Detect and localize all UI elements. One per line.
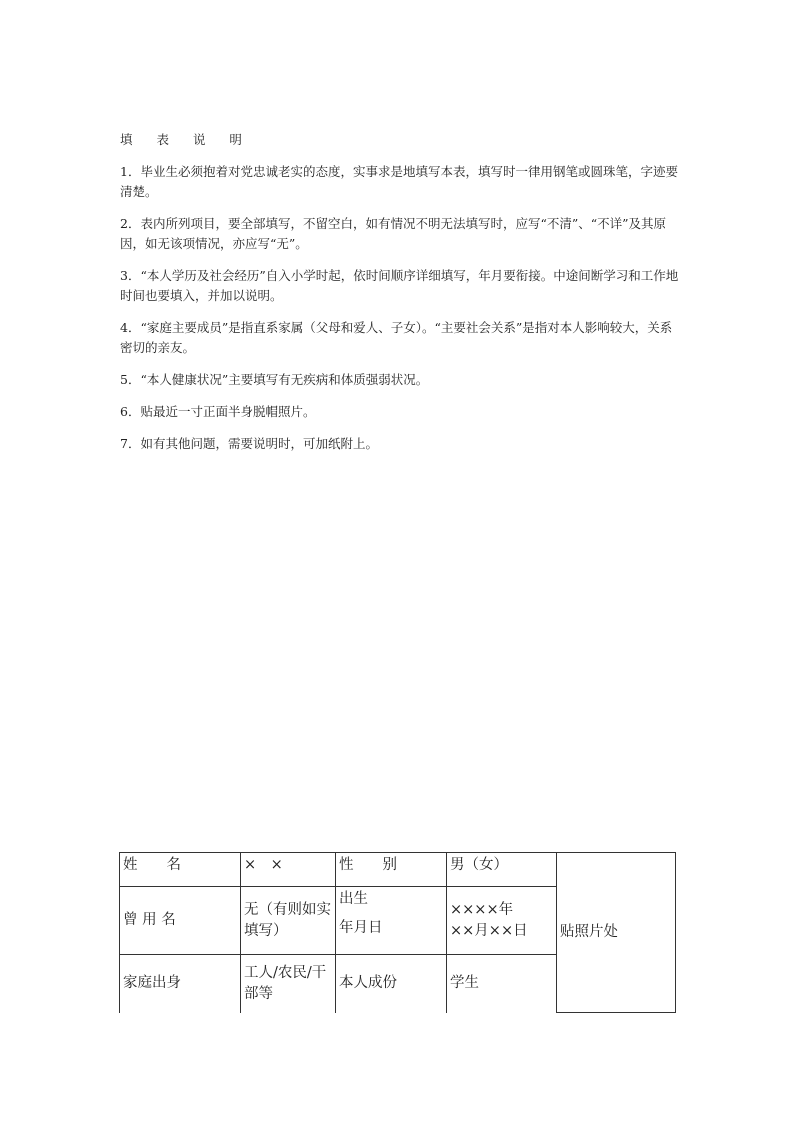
instructions-title: 填 表 说 明 xyxy=(120,132,252,147)
birth-date-label-cell xyxy=(336,887,447,955)
instruction-item-3: 3．“本人学历及社会经历”自入小学时起，依时间顺序详细填写，年月要衔接。中途间断学习和工作地时间也要填入，并加以说明。 xyxy=(120,268,679,303)
birth-date-label-line1: 出生 xyxy=(339,891,368,907)
name-value[interactable]: × × xyxy=(241,853,336,887)
former-name-value[interactable]: 无（有则如实填写） xyxy=(241,887,336,955)
personal-status-value[interactable]: 学生 xyxy=(447,955,557,1013)
name-label: 姓 名 xyxy=(120,853,241,887)
family-origin-value[interactable]: 工人/农民/干部等 xyxy=(241,955,336,1013)
instructions-section xyxy=(120,130,680,466)
instruction-item-7: 7．如有其他问题，需要说明时，可加纸附上。 xyxy=(120,436,378,451)
birth-date-label-line2: 年月日 xyxy=(339,920,383,936)
birth-date-value-cell[interactable] xyxy=(447,887,557,955)
former-name-label: 曾 用 名 xyxy=(120,887,241,955)
instruction-item-6: 6．贴最近一寸正面半身脱帽照片。 xyxy=(120,404,316,419)
instruction-item-5: 5．“本人健康状况”主要填写有无疾病和体质强弱状况。 xyxy=(120,372,429,387)
birth-date-value-line2: ××月××日 xyxy=(450,922,528,939)
family-origin-label: 家庭出身 xyxy=(120,955,241,1013)
personal-status-label: 本人成份 xyxy=(336,955,447,1013)
student-info-form xyxy=(119,852,676,1013)
photo-placeholder[interactable]: 贴照片处 xyxy=(557,853,676,1013)
gender-value[interactable]: 男（女） xyxy=(447,853,557,887)
form-row-name xyxy=(120,853,676,887)
gender-label: 性 别 xyxy=(336,853,447,887)
instruction-item-1: 1．毕业生必须抱着对党忠诚老实的态度，实事求是地填写本表，填写时一律用钢笔或圆珠笔，字迹要清楚。 xyxy=(120,164,678,199)
instruction-item-4: 4．“家庭主要成员”是指直系家属（父母和爱人、子女）。“主要社会关系”是指对本人影响较大，关系密切的亲友。 xyxy=(120,320,673,355)
birth-date-value-line1: ××××年 xyxy=(450,901,514,918)
instruction-item-2: 2．表内所列项目，要全部填写，不留空白，如有情况不明无法填写时，应写“不清”、“不详”及其原因，如无该项情况，亦应写“无”。 xyxy=(120,216,667,251)
